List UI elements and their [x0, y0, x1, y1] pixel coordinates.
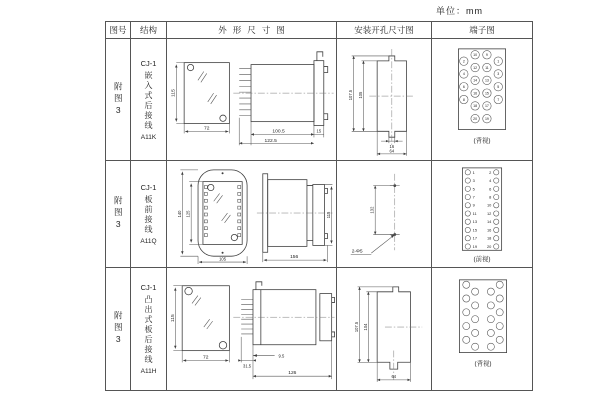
- header-terminal: [432, 22, 532, 39]
- pin-number: 5: [472, 186, 475, 192]
- pin-number: 12: [486, 210, 491, 216]
- view-label: (前视): [473, 256, 490, 264]
- cell-terminal-row1: [432, 39, 532, 161]
- cell-structure-row1: [131, 39, 167, 161]
- install-drawing-a11q: [338, 162, 431, 266]
- pin-number: 19: [472, 243, 477, 249]
- header-structure: [131, 22, 167, 39]
- outline-drawing-a11h: [168, 270, 336, 388]
- dim-label: 100.5: [271, 128, 285, 134]
- pin-number: 10: [486, 202, 491, 208]
- pin-number: 17: [472, 235, 477, 241]
- cell-outline-row1: [167, 39, 337, 161]
- model-row3: CJ-1: [140, 283, 157, 292]
- header-install: [337, 22, 432, 39]
- pin-number: 19: [484, 116, 489, 121]
- cell-terminal-row3: [432, 268, 532, 390]
- dim-label: 72: [203, 126, 210, 131]
- pin-number: 13: [472, 219, 477, 225]
- pin-number: 7: [472, 194, 475, 200]
- pin-number: 15: [484, 90, 489, 95]
- terminal-drawing-a11h: [435, 270, 530, 388]
- pin-number: 18: [486, 235, 491, 241]
- cell-fig-no-row3: [106, 268, 131, 390]
- dim-label: 2-Φ5: [351, 249, 363, 255]
- dim-label: 9.5: [278, 353, 284, 359]
- cell-install-row3: [337, 268, 432, 390]
- dim-label: 126: [287, 371, 296, 377]
- fig-no-row2: 附图3: [113, 196, 124, 232]
- cell-install-row1: [337, 39, 432, 161]
- cell-install-row2: [337, 161, 432, 268]
- pin-number: 14: [486, 219, 491, 225]
- header-structure-label: 结构: [139, 25, 157, 35]
- pin-number: 11: [484, 65, 489, 70]
- dim-label: 107.5: [353, 321, 359, 333]
- outline-drawing-a11k: [168, 41, 336, 159]
- code-row3: A11H: [140, 368, 157, 375]
- spec-table: [105, 21, 533, 391]
- header-outline: [167, 22, 337, 39]
- pin-number: 13: [484, 78, 489, 83]
- model-row2: CJ-1: [140, 183, 157, 192]
- pin-number: 3: [472, 178, 475, 184]
- cell-structure-row2: [131, 161, 167, 268]
- structure-name-row1: 嵌入式后接线: [144, 70, 153, 131]
- view-label: (背视): [473, 136, 491, 144]
- pin-number: 10: [472, 52, 477, 57]
- pin-number: 5: [496, 84, 499, 89]
- cell-fig-no-row2: [106, 161, 131, 268]
- dim-label: 115: [325, 211, 331, 219]
- code-row1: A11K: [140, 133, 157, 141]
- header-fig-no-label: 图号: [109, 25, 127, 35]
- dim-label: 105: [357, 91, 363, 99]
- dim-label: 115: [170, 88, 176, 97]
- dim-label: 15: [316, 127, 321, 133]
- header-terminal-label: 端子图: [469, 25, 495, 35]
- cell-terminal-row2: [432, 161, 532, 268]
- pin-number: 2: [488, 169, 491, 175]
- cell-structure-row3: [131, 268, 167, 390]
- pin-number: 7: [496, 97, 499, 102]
- fig-no-row3: 附图3: [113, 311, 124, 347]
- pin-number: 12: [472, 65, 477, 70]
- cell-fig-no-row1: [106, 39, 131, 161]
- pin-number: 20: [472, 116, 477, 121]
- pin-number: 8: [488, 194, 491, 200]
- pin-number: 6: [462, 84, 465, 89]
- dim-label: 16: [389, 143, 394, 149]
- structure-name-row3: 凸出式板后接线: [144, 295, 153, 365]
- pin-number: 9: [485, 52, 488, 57]
- pin-number: 3: [496, 71, 499, 76]
- dim-label: 132: [369, 206, 375, 214]
- pin-number: 8: [462, 97, 465, 102]
- dim-label: 105: [218, 256, 226, 262]
- dim-label: 125: [185, 210, 191, 218]
- dim-label: 140: [176, 210, 182, 218]
- pin-number: 14: [472, 78, 477, 83]
- dim-label: 104: [362, 323, 368, 331]
- cell-outline-row3: [167, 268, 337, 390]
- view-label: (背视): [473, 360, 491, 368]
- terminal-drawing-a11k: [435, 41, 530, 159]
- pin-number: 17: [484, 103, 489, 108]
- dim-label: 115: [170, 314, 176, 323]
- dim-label: 107.5: [347, 89, 353, 100]
- pin-number: 1: [472, 169, 475, 175]
- pin-number: 16: [472, 90, 477, 95]
- install-drawing-a11k: [338, 41, 431, 159]
- pin-number: 15: [472, 227, 477, 233]
- pin-number: 16: [486, 227, 491, 233]
- pin-number: 9: [472, 202, 475, 208]
- dim-label: 122.5: [264, 138, 277, 144]
- pin-number: 11: [472, 210, 477, 216]
- install-drawing-a11h: [338, 270, 431, 388]
- dim-label: 72: [202, 355, 209, 361]
- code-row2: A11Q: [140, 238, 157, 245]
- fig-no-row1: 附图3: [113, 81, 124, 118]
- dim-label: 64: [389, 147, 394, 153]
- pin-number: 4: [488, 178, 491, 184]
- pin-number: 20: [486, 243, 491, 249]
- pin-number: 18: [472, 103, 477, 108]
- dim-label: 31.5: [242, 363, 251, 369]
- structure-name-row2: 板前接线: [144, 195, 153, 235]
- pin-number: 4: [462, 71, 465, 76]
- model-row1: CJ-1: [140, 58, 157, 68]
- header-install-label: 安装开孔尺寸图: [354, 25, 414, 35]
- header-outline-label: 外形尺寸图: [218, 25, 291, 35]
- header-fig-no: [106, 22, 131, 39]
- dim-label: 64: [391, 373, 396, 379]
- unit-label: 单位：mm: [436, 6, 483, 16]
- pin-number: 1: [496, 58, 499, 63]
- outline-drawing-a11q: [168, 162, 336, 266]
- pin-number: 2: [462, 58, 465, 63]
- dim-label: 156: [289, 255, 298, 261]
- terminal-drawing-a11q: [435, 162, 530, 266]
- pin-number: 6: [488, 186, 491, 192]
- cell-outline-row2: [167, 161, 337, 268]
